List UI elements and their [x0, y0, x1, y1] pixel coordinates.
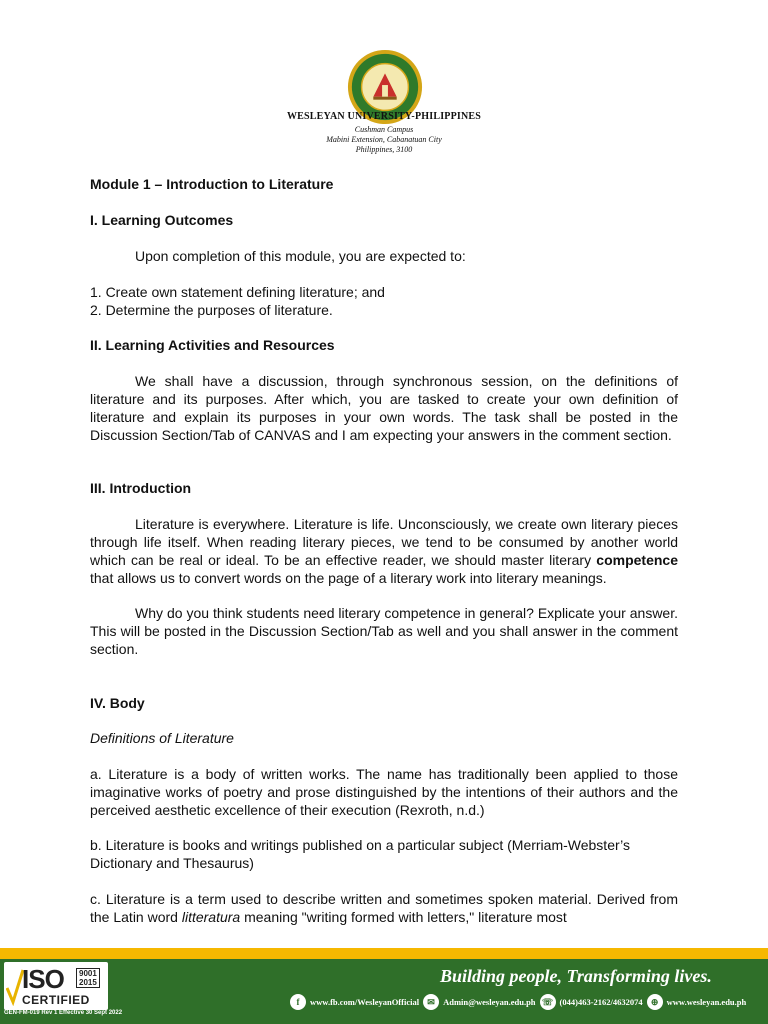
globe-icon: ⊕ [647, 994, 663, 1010]
definition-b: b. Literature is books and writings published on a particular subject (Merriam-Webster’s Dictionary and Thesaurus) [90, 837, 631, 871]
iso-certified: CERTIFIED [22, 993, 90, 1007]
body-heading: IV. Body [90, 695, 145, 711]
campus-name: Cushman Campus [354, 125, 414, 134]
intro-competence: competence [596, 552, 678, 568]
page-footer [0, 948, 768, 1024]
iso-year-a: 9001 [79, 969, 97, 978]
introduction-heading: III. Introduction [90, 480, 192, 496]
outcome-item-1: 1. Create own statement defining literature; and [90, 284, 385, 300]
iso-year-b: 2015 [79, 978, 97, 987]
website-link[interactable]: www.wesleyan.edu.ph [666, 997, 747, 1007]
outcomes-intro: Upon completion of this module, you are expected to: [135, 248, 466, 264]
university-name: WESLEYAN UNIVERSITY-PHILIPPINES [286, 111, 482, 122]
outcomes-heading: I. Learning Outcomes [90, 212, 234, 228]
def-c-text-a: c. Literature is a term used to describe written and sometimes spoken material. Derived from the Latin word [90, 891, 678, 925]
campus-country: Philippines, 3100 [355, 145, 413, 154]
facebook-link[interactable]: www.fb.com/WesleyanOfficial [310, 997, 420, 1007]
definitions-subheading: Definitions of Literature [90, 730, 234, 746]
footer-tagline: Building people, Transforming lives. [440, 966, 712, 986]
iso-year [76, 968, 100, 988]
activities-heading: II. Learning Activities and Resources [90, 337, 335, 353]
intro-text-a: Literature is everywhere. Literature is life. Unconsciously, we create own literary pieces through life itself. When reading literary pieces, we tend to be consumed by another world which can be real or ideal. To be an effective reader, we should master literary [90, 516, 678, 568]
footer-contacts [290, 994, 768, 1010]
iso-label: ISO [22, 964, 64, 994]
intro-text-b: that allows us to convert words on the page of a literary work into literary meanings. [90, 570, 607, 586]
module-title: Module 1 – Introduction to Literature [90, 176, 334, 192]
facebook-icon: f [290, 994, 306, 1010]
campus-address: Mabini Extension, Cabanatuan City [326, 135, 442, 144]
iso-badge [4, 962, 108, 1010]
email-link[interactable]: Admin@wesleyan.edu.ph [443, 997, 536, 1007]
form-number: GEN-FM-019 Rev 1 Effective 30 Sept 2022 [4, 1010, 123, 1016]
definition-a: a. Literature is a body of written works. The name has traditionally been applied to those imaginative works of poetry and prose distinguished by the intentions of their authors and the perceived aesthetic excellence of their execution (Rexroth, n.d.) [90, 766, 678, 818]
phone-number: (044)463-2162/4632074 [559, 997, 643, 1007]
activities-paragraph: We shall have a discussion, through synchronous session, on the definitions of literature and its purposes. After which, you are tasked to create your own definition of literature and explain its purposes in your own words. The task shall be posted in the Discussion Section/Tab of CANVAS and I am expecting your answers in the comment section. [90, 373, 678, 443]
phone-icon: ☏ [540, 994, 556, 1010]
introduction-paragraph-2: Why do you think students need literary competence in general? Explicate your answer. This will be posted in the Discussion Section/Tab as well and you shall answer in the comment section. [90, 605, 678, 657]
def-c-latin: litteratura [181, 909, 241, 925]
email-icon: ✉ [423, 994, 439, 1010]
definition-c [90, 890, 678, 926]
def-c-text-b: meaning "writing formed with letters," literature most [240, 909, 567, 925]
footer-yellow-band [0, 948, 768, 959]
outcome-item-2: 2. Determine the purposes of literature. [90, 302, 333, 318]
introduction-paragraph-1 [90, 515, 678, 587]
